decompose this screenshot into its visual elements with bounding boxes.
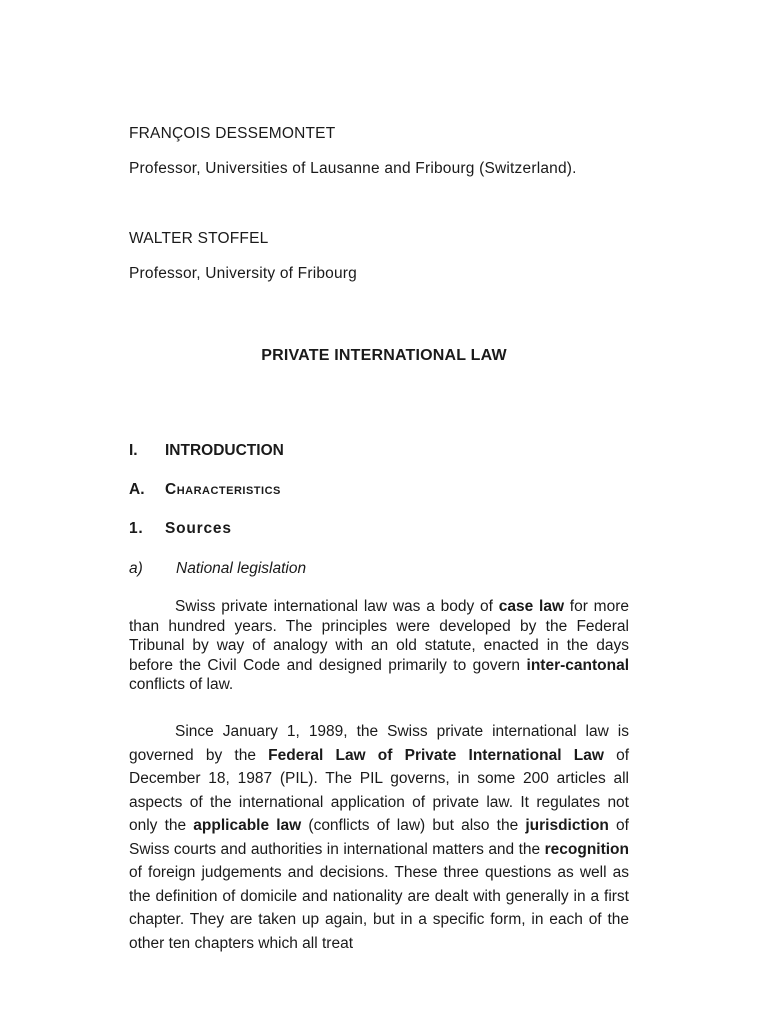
paragraph-2-text-2: of December 18, 1987 (PIL). The PIL governs, in some 200 articles all aspects of the international application of private law. It regulates not only the (129, 746, 629, 834)
author-affiliation-2: Professor, University of Fribourg (129, 265, 357, 282)
term-inter-cantonal: inter-cantonal (526, 656, 629, 674)
subsection-label: Characteristics (165, 481, 281, 498)
paragraph-1 (129, 597, 629, 695)
term-case-law: case law (498, 598, 565, 615)
paragraph-1-text-3: conflicts of law. (129, 676, 234, 693)
paragraph-2-text-4: of Swiss courts and authorities in international matters and the (129, 817, 629, 858)
subsubsection-heading (129, 520, 232, 538)
section-label: INTRODUCTION (165, 442, 284, 459)
term-applicable-law: applicable law (193, 817, 302, 834)
paragraph-2-text-1: Since January 1, 1989, the Swiss private international law is governed by the (129, 723, 629, 764)
author-affiliation-1: Professor, Universities of Lausanne and Fribourg (Switzerland). (129, 160, 577, 177)
subsection-heading (129, 481, 281, 499)
section-number: I. (129, 442, 138, 459)
document-title: PRIVATE INTERNATIONAL LAW (261, 347, 507, 364)
subsection-number: A. (129, 481, 145, 498)
item-heading (129, 560, 306, 578)
author-name-2: WALTER STOFFEL (129, 230, 269, 247)
paragraph-2-text-5: of foreign judgements and decisions. These three questions as well as the definition of domicile and nationality are dealt with generally in a first chapter. They are taken up again, but in a specific form, in each of the other ten chapters which all treat (129, 864, 629, 952)
paragraph-2-text-3: (conflicts of law) but also the (301, 817, 526, 834)
term-recognition: recognition (544, 840, 629, 858)
paragraph-1-text-2: for more than hundred years. The principles were developed by the Federal Tribunal by way of analogy with an old statute, enacted in the days before the Civil Code and designed primarily to govern (129, 598, 629, 674)
paragraph-1-text-1: Swiss private international law was a body of (175, 598, 499, 615)
item-label: National legislation (176, 560, 307, 577)
paragraph-2 (129, 720, 629, 955)
author-name-1: FRANÇOIS DESSEMONTET (129, 125, 336, 142)
subsubsection-label: Sources (165, 520, 232, 537)
subsubsection-number: 1. (129, 520, 144, 537)
term-federal-law: Federal Law of Private International Law (268, 746, 604, 764)
section-heading (129, 442, 284, 460)
term-jurisdiction: jurisdiction (525, 817, 609, 834)
item-number: a) (129, 560, 143, 577)
